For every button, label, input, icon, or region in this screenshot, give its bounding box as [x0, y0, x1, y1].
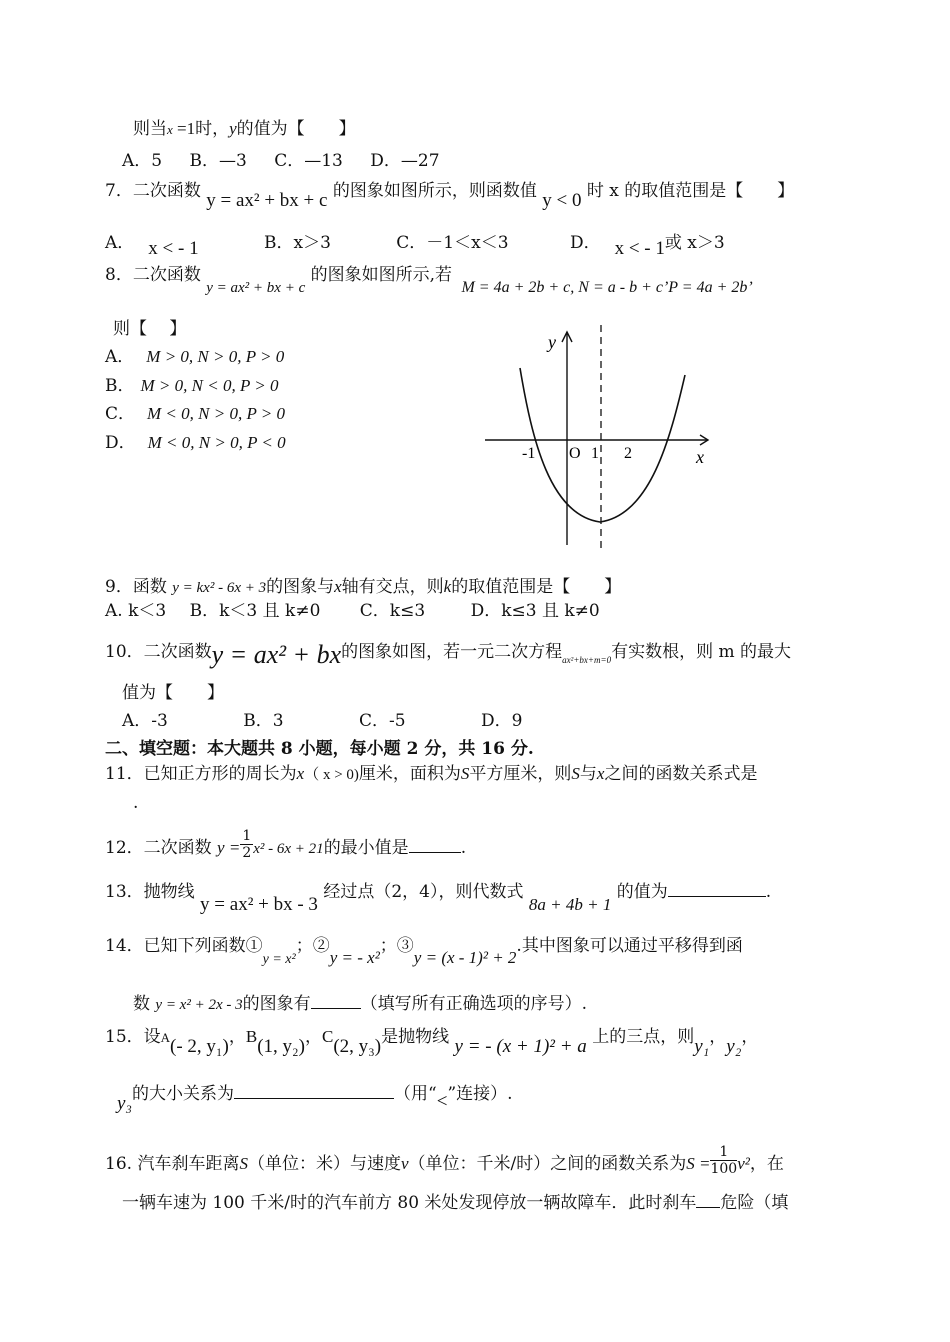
q15-continuation: y₃的大小关系为 （用“<”连接）.: [117, 1084, 513, 1114]
q14-continuation: 数 y = x² + 2x - 3的图象有 （填写所有正确选项的序号）.: [133, 994, 588, 1014]
x-axis-label: x: [696, 447, 704, 467]
option-d[interactable]: D． M < 0, N > 0, P < 0: [105, 433, 286, 453]
q11-continuation: [133, 792, 138, 814]
q10-options: [122, 710, 522, 732]
q6-continuation: 则当x =1时，y的值为【 】: [133, 119, 356, 139]
q11-answer-blank[interactable]: .: [133, 793, 139, 813]
q6-options: [122, 150, 440, 172]
tick-label-neg1: -1: [522, 445, 536, 462]
q8-function-expr: y = ax² + bx + c: [206, 280, 306, 296]
option-b[interactable]: B．—3: [189, 151, 247, 171]
q12-answer-blank[interactable]: [409, 836, 461, 853]
question-16: 16. 汽车刹车距离S（单位：米）与速度v（单位：千米/时）之间的函数关系为S = $\frac{1}{100}$ v²，在: [105, 1144, 784, 1177]
option-b[interactable]: B． M > 0, N < 0, P > 0: [105, 376, 279, 396]
q13-algebra-expr: 8a + 4b + 1: [528, 895, 612, 914]
q8-definitions: M = 4a + 2b + c, N = a - b + c’P = 4a + 2b’: [461, 279, 753, 296]
parabola-graph: [480, 320, 720, 550]
question-7: 7．二次函数 y = ax² + bx + c 的图象如图所示，则函数值 y < 0 时 x 的取值范围是【 】: [105, 181, 795, 211]
option-d[interactable]: D．—27: [370, 151, 440, 171]
section-2-heading: 二、填空题：本大题共 8 小题，每小题 2 分，共 16 分.: [105, 739, 534, 759]
option-c[interactable]: C．—13: [274, 151, 343, 171]
q7-options: [105, 232, 725, 259]
option-a[interactable]: A．-3: [122, 711, 168, 731]
option-d[interactable]: D． x < - 1或 x＞3: [569, 233, 725, 259]
q16-continuation: 一辆车速为 100 千米/时的汽车前方 80 米处发现停放一辆故障车．此时刹车 危险（填: [122, 1193, 789, 1213]
question-9: 9．函数 y = kx² - 6x + 3的图象与x轴有交点，则k的取值范围是【 】: [105, 577, 622, 597]
option-a[interactable]: A．5: [122, 151, 163, 171]
question-13: 13．抛物线 y = ax² + bx - 3 经过点（2，4），则代数式 8a + 4b + 1 的值为 .: [105, 882, 772, 915]
origin-label: O: [569, 445, 581, 462]
option-c[interactable]: C．-5: [358, 711, 406, 731]
q8-then: 则【 】: [113, 319, 187, 339]
q15-parabola-expr: y = - (x + 1)² + a: [454, 1036, 587, 1057]
question-12: 12．二次函数 y = $\frac{1}{2}$ x² - 6x + 21的最小值是 .: [105, 828, 467, 861]
q10-equation: ax²+bx+m=0: [562, 655, 612, 665]
option-c[interactable]: C．－1＜x＜3: [396, 233, 509, 253]
tick-label-1: 1: [591, 445, 599, 462]
q9-options: [105, 600, 600, 622]
question-8: 8．二次函数 y = ax² + bx + c 的图象如图所示,若 M = 4a + 2b + c, N = a - b + c’P = 4a + 2b’: [105, 265, 753, 296]
question-11: 11．已知正方形的周长为x（ x > 0)厘米，面积为S平方厘米，则S与x之间的函数关系式是: [105, 764, 758, 784]
question-15: 15．设A(- 2, y₁)，B(1, y₂)，C(2, y₃)是抛物线 y = - (x + 1)² + a 上的三点，则y₁，y₂，: [105, 1027, 759, 1057]
q7-condition: y < 0: [542, 190, 582, 211]
q13-function-expr: y = ax² + bx - 3: [200, 894, 318, 915]
option-a[interactable]: A. k＜3: [105, 601, 167, 621]
q10-function-expr: y = ax² + bx: [211, 640, 342, 669]
q9-function-expr: y = kx² - 6x + 3: [172, 580, 267, 596]
parabola-curve: [520, 368, 685, 522]
option-a[interactable]: A． x < - 1: [105, 233, 199, 259]
option-b[interactable]: B．k＜3 且 k≠0: [189, 601, 321, 621]
option-d[interactable]: D．9: [480, 711, 523, 731]
option-b[interactable]: B．x＞3: [263, 233, 331, 253]
q7-function-expr: y = ax² + bx + c: [206, 190, 328, 211]
question-14: 14．已知下列函数$①_{y = x^2}$；②y = - x²；③y = (x - 1)² + 2.其中图象可以通过平移得到函: [105, 936, 743, 967]
option-c[interactable]: C． M < 0, N > 0, P > 0: [105, 404, 286, 424]
q14-answer-blank[interactable]: [311, 992, 361, 1009]
y-axis-label: y: [548, 332, 556, 352]
option-c[interactable]: C．k≤3: [359, 601, 426, 621]
q10-continuation: 值为【 】: [122, 683, 224, 703]
q12-fraction: $\frac{1}{2}$: [242, 828, 252, 861]
question-10: 10．二次函数y = ax² + bx的图象如图，若一元二次方程$_{ax^2+bx+m=0}$有实数根，则 m 的最大: [105, 640, 792, 669]
option-d[interactable]: D．k≤3 且 k≠0: [470, 601, 600, 621]
q16-fraction: $\frac{1}{100}$: [710, 1144, 738, 1177]
q13-answer-blank[interactable]: [668, 880, 766, 897]
q16-answer-blank[interactable]: [696, 1191, 720, 1208]
q15-answer-blank[interactable]: [234, 1082, 394, 1099]
option-a[interactable]: A． M > 0, N > 0, P > 0: [105, 347, 285, 367]
option-b[interactable]: B．3: [243, 711, 284, 731]
tick-label-2: 2: [624, 445, 632, 462]
